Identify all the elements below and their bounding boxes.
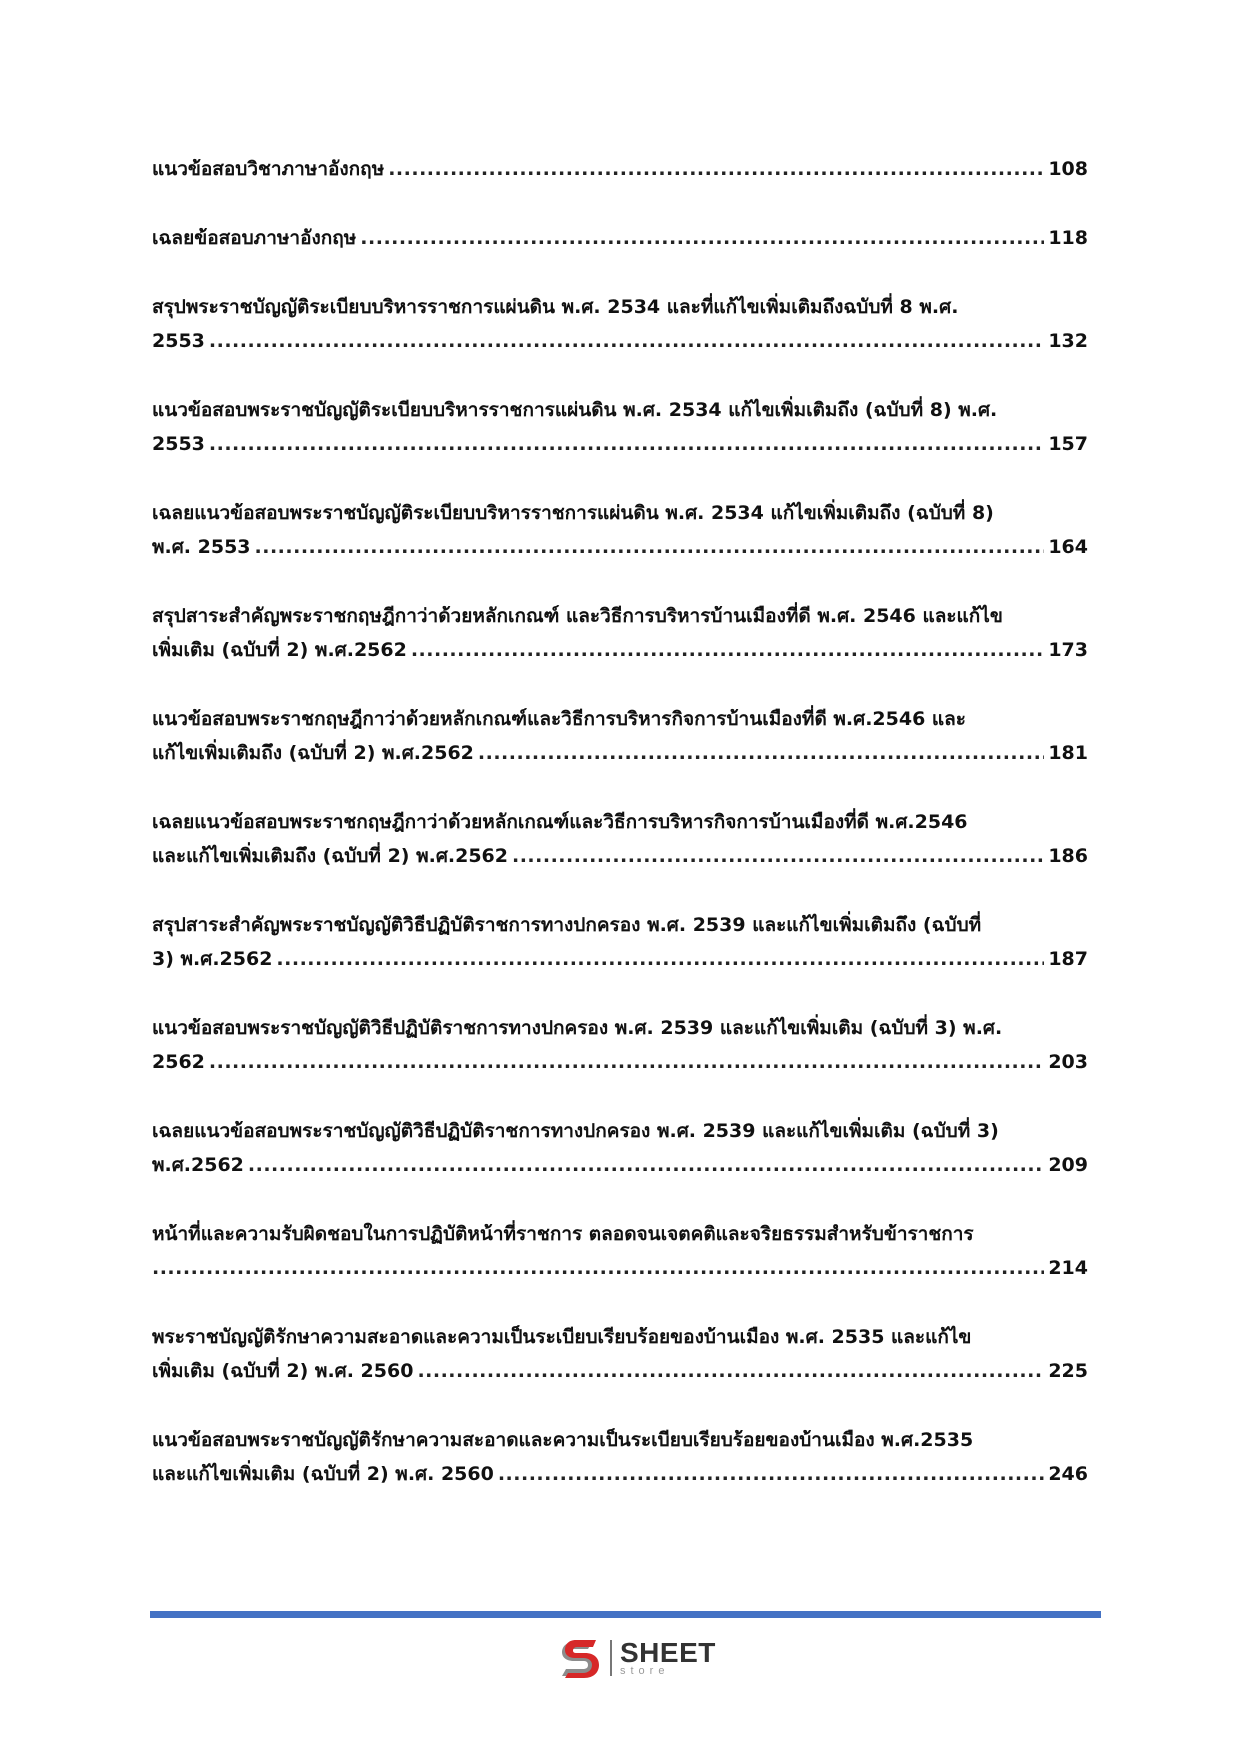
dot-leader: [255, 530, 1045, 564]
toc-entry-title-line: แนวข้อสอบพระราชกฤษฎีกาว่าด้วยหลักเกณฑ์และวิธีการบริหารกิจการบ้านเมืองที่ดี พ.ศ.2546 และ: [152, 708, 967, 730]
toc-page-number: 132: [1048, 330, 1088, 352]
toc-entry[interactable]: [152, 1217, 1088, 1285]
logo-text: [620, 1639, 716, 1677]
toc-entry[interactable]: [152, 1011, 1088, 1079]
dot-leader: [276, 942, 1044, 976]
toc-entry[interactable]: [152, 393, 1088, 461]
toc-entry[interactable]: [152, 702, 1088, 770]
dot-leader: [417, 1354, 1044, 1388]
toc-page-number: 186: [1048, 845, 1088, 867]
toc-entry-title-end: 3) พ.ศ.2562: [152, 948, 273, 970]
dot-leader: [512, 839, 1044, 873]
toc-entry-title-end: 2553: [152, 330, 205, 352]
toc-entry-title-line: แนวข้อสอบพระราชบัญญัติระเบียบบริหารราชการแผ่นดิน พ.ศ. 2534 แก้ไขเพิ่มเติมถึง (ฉบับที่ 8) พ.ศ.: [152, 399, 998, 421]
toc-entry-title-end: แก้ไขเพิ่มเติมถึง (ฉบับที่ 2) พ.ศ.2562: [152, 742, 474, 764]
toc-entry-title-line: เฉลยแนวข้อสอบพระราชบัญญัติวิธีปฏิบัติราชการทางปกครอง พ.ศ. 2539 และแก้ไขเพิ่มเติม (ฉบับที่ 3): [152, 1120, 999, 1142]
logo-subtitle: store: [620, 1665, 670, 1677]
dot-leader: [209, 427, 1044, 461]
toc-entry-title-line: สรุปพระราชบัญญัติระเบียบบริหารราชการแผ่นดิน พ.ศ. 2534 และที่แก้ไขเพิ่มเติมถึงฉบับที่ 8 พ.ศ.: [152, 296, 959, 318]
toc-page-number: 225: [1048, 1360, 1088, 1382]
toc-entry[interactable]: [152, 1114, 1088, 1182]
sheet-store-s-icon: [556, 1634, 604, 1682]
toc-entry[interactable]: [152, 1320, 1088, 1388]
dot-leader: [478, 736, 1044, 770]
toc-page-number: 164: [1048, 536, 1088, 558]
toc-entry[interactable]: [152, 908, 1088, 976]
toc-entry-title-line: แนวข้อสอบพระราชบัญญัติรักษาความสะอาดและความเป็นระเบียบเรียบร้อยของบ้านเมือง พ.ศ.2535: [152, 1429, 974, 1451]
toc-entry-title-end: และแก้ไขเพิ่มเติมถึง (ฉบับที่ 2) พ.ศ.2562: [152, 845, 508, 867]
footer-rule: [150, 1611, 1101, 1618]
dot-leader: [209, 324, 1044, 358]
toc-entry[interactable]: [152, 221, 1088, 255]
toc-entry-title-end: เพิ่มเติม (ฉบับที่ 2) พ.ศ.2562: [152, 639, 407, 661]
toc-entry-title-end: พ.ศ.2562: [152, 1154, 244, 1176]
sheet-store-logo: [556, 1634, 716, 1682]
toc-entry-title-end: 2553: [152, 433, 205, 455]
toc-page-number: 187: [1048, 948, 1088, 970]
toc-entry-title-line: สรุปสาระสำคัญพระราชบัญญัติวิธีปฏิบัติราชการทางปกครอง พ.ศ. 2539 และแก้ไขเพิ่มเติมถึง (ฉบับที่: [152, 914, 982, 936]
toc-entry-title: เฉลยข้อสอบภาษาอังกฤษ: [152, 227, 357, 249]
toc-page-number: 157: [1048, 433, 1088, 455]
toc-entry[interactable]: [152, 290, 1088, 358]
toc-page-number: 173: [1048, 639, 1088, 661]
toc-entry-title-end: 2562: [152, 1051, 205, 1073]
toc-page-number: 209: [1048, 1154, 1088, 1176]
toc-page-number: 108: [1048, 158, 1088, 180]
logo-separator: [610, 1640, 612, 1676]
toc-entry[interactable]: [152, 805, 1088, 873]
toc-entry-title-end: พ.ศ. 2553: [152, 536, 251, 558]
toc-entry-title-line: เฉลยแนวข้อสอบพระราชบัญญัติระเบียบบริหารราชการแผ่นดิน พ.ศ. 2534 แก้ไขเพิ่มเติมถึง (ฉบับที่ 8): [152, 502, 994, 524]
toc-entry-title-end: และแก้ไขเพิ่มเติม (ฉบับที่ 2) พ.ศ. 2560: [152, 1463, 494, 1485]
toc-page-number: 181: [1048, 742, 1088, 764]
toc-page-number: 214: [1048, 1257, 1088, 1279]
toc-entry-title-line: พระราชบัญญัติรักษาความสะอาดและความเป็นระเบียบเรียบร้อยของบ้านเมือง พ.ศ. 2535 และแก้ไข: [152, 1326, 972, 1348]
dot-leader: [152, 1251, 1044, 1285]
table-of-contents: [152, 152, 1088, 1526]
dot-leader: [360, 221, 1044, 255]
toc-entry-title-line: แนวข้อสอบพระราชบัญญัติวิธีปฏิบัติราชการทางปกครอง พ.ศ. 2539 และแก้ไขเพิ่มเติม (ฉบับที่ 3) พ.ศ.: [152, 1017, 1003, 1039]
toc-entry[interactable]: [152, 1423, 1088, 1491]
toc-page-number: 118: [1048, 227, 1088, 249]
toc-page-number: 246: [1048, 1463, 1088, 1485]
dot-leader: [209, 1045, 1044, 1079]
dot-leader: [498, 1457, 1045, 1491]
toc-entry-title-line: หน้าที่และความรับผิดชอบในการปฏิบัติหน้าที่ราชการ ตลอดจนเจตคติและจริยธรรมสำหรับข้าราชการ: [152, 1223, 974, 1245]
logo-brand: SHEET: [620, 1637, 716, 1668]
toc-page-number: 203: [1048, 1051, 1088, 1073]
toc-entry-title-line: เฉลยแนวข้อสอบพระราชกฤษฎีกาว่าด้วยหลักเกณฑ์และวิธีการบริหารกิจการบ้านเมืองที่ดี พ.ศ.2546: [152, 811, 968, 833]
toc-entry[interactable]: [152, 599, 1088, 667]
toc-entry[interactable]: [152, 496, 1088, 564]
toc-entry-title-end: เพิ่มเติม (ฉบับที่ 2) พ.ศ. 2560: [152, 1360, 414, 1382]
dot-leader: [411, 633, 1045, 667]
toc-entry-title: แนวข้อสอบวิชาภาษาอังกฤษ: [152, 158, 385, 180]
dot-leader: [248, 1148, 1044, 1182]
toc-entry[interactable]: [152, 152, 1088, 186]
dot-leader: [388, 152, 1044, 186]
toc-entry-title-line: สรุปสาระสำคัญพระราชกฤษฎีกาว่าด้วยหลักเกณฑ์ และวิธีการบริหารบ้านเมืองที่ดี พ.ศ. 2546 และแก้ไข: [152, 605, 1003, 627]
